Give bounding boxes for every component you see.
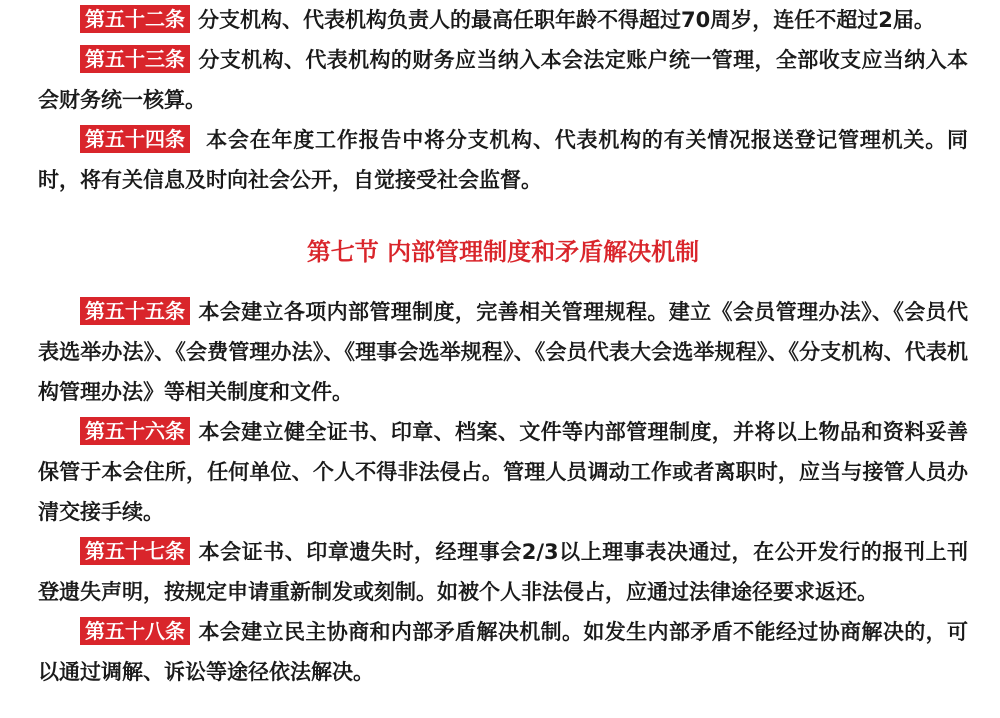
article-number-tag: 第五十三条 xyxy=(80,45,190,73)
article-56 xyxy=(38,412,968,532)
article-number-tag: 第五十四条 xyxy=(80,125,190,153)
section-title: 第七节 内部管理制度和矛盾解决机制 xyxy=(306,237,700,266)
article-number-tag: 第五十五条 xyxy=(80,297,190,325)
article-number-tag: 第五十七条 xyxy=(80,537,190,565)
article-text: 本会建立各项内部管理制度，完善相关管理规程。建立《会员管理办法》、《会员代表选举办法》、《会费管理办法》、《理事会选举规程》、《会员代表大会选举规程》、《分支机构、代表机构管理办法》等相关制度和文件。 xyxy=(38,300,968,404)
article-52 xyxy=(38,0,968,40)
article-text: 分支机构、代表机构的财务应当纳入本会法定账户统一管理，全部收支应当纳入本会财务统一核算。 xyxy=(38,48,968,112)
spacer xyxy=(38,272,968,292)
article-57 xyxy=(38,532,968,612)
article-number-tag: 第五十六条 xyxy=(80,417,190,445)
article-55 xyxy=(38,292,968,412)
article-text: 本会建立健全证书、印章、档案、文件等内部管理制度，并将以上物品和资料妥善保管于本会住所，任何单位、个人不得非法侵占。管理人员调动工作或者离职时，应当与接管人员办清交接手续。 xyxy=(38,420,968,524)
article-text: 分支机构、代表机构负责人的最高任职年龄不得超过70周岁，连任不超过2届。 xyxy=(198,8,935,32)
document-page xyxy=(38,0,968,692)
article-number-tag: 第五十二条 xyxy=(80,5,190,33)
article-text: 本会在年度工作报告中将分支机构、代表机构的有关情况报送登记管理机关。同时，将有关信息及时向社会公开，自觉接受社会监督。 xyxy=(38,128,968,192)
spacer xyxy=(38,200,968,232)
article-53 xyxy=(38,40,968,120)
article-58 xyxy=(38,612,968,692)
article-text: 本会证书、印章遗失时，经理事会2/3以上理事表决通过，在公开发行的报刊上刊登遗失声明，按规定申请重新制发或刻制。如被个人非法侵占，应通过法律途径要求返还。 xyxy=(38,540,968,604)
article-text: 本会建立民主协商和内部矛盾解决机制。如发生内部矛盾不能经过协商解决的，可以通过调解、诉讼等途径依法解决。 xyxy=(38,620,968,684)
article-number-tag: 第五十八条 xyxy=(80,617,190,645)
article-54 xyxy=(38,120,968,200)
